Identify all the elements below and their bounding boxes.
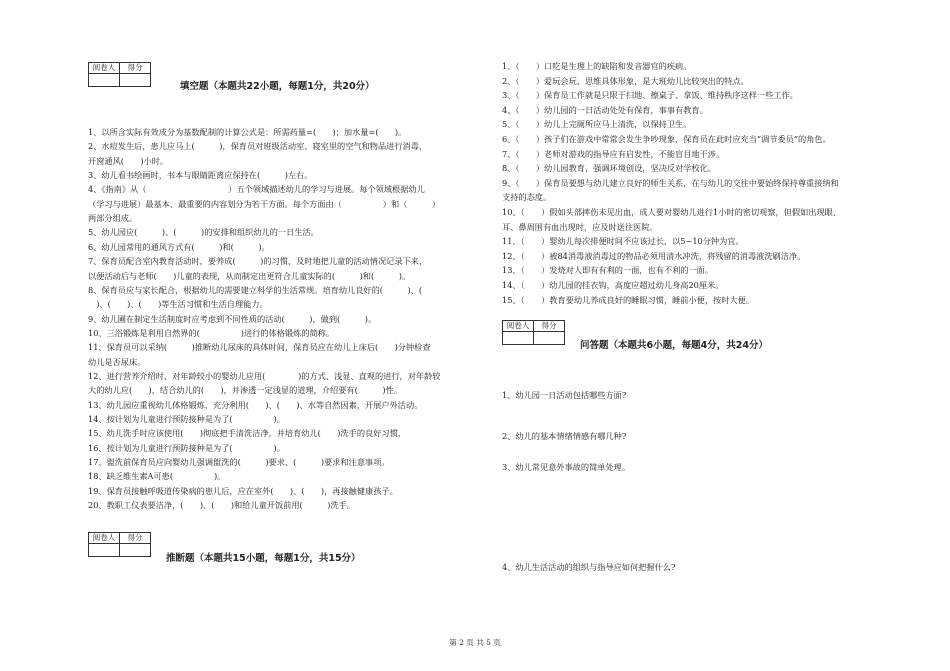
section1-line: 11、保育员可以采纳( )推断幼儿尿床的具体时间，保育员应在幼儿上床后( )分钟检查 [88, 342, 431, 353]
reviewer-label: 阅卷人 [503, 321, 534, 332]
section2-line: 2、（ ）爱玩会玩、思维具体形象，是大班幼儿比较突出的特点。 [502, 75, 749, 86]
section1-line: 13、幼儿园应重视幼儿体格锻炼，充分利用( )、( )、水等自然因素，开展户外活动。 [88, 399, 423, 410]
section1-line: 14、按计划为儿童进行预防接种是为了( )。 [88, 414, 285, 424]
section2-line: 15、（ ）教育要幼儿养成良好的睡眠习惯，睡前小便，按时大便。 [502, 294, 754, 305]
section1-line: 5、幼儿园应( )、( )的安排和组织幼儿的一日生活。 [88, 227, 319, 238]
section2-line: 7、（ ）老师对游戏的指导应有启发性，不能盲目地干涉。 [502, 148, 725, 159]
question-4: 4、幼儿生活活动的组织与指导应如何把握什么? [502, 562, 676, 572]
section2-line: 10、（ ）假如头部摔伤未见出血，成人要对婴幼儿进行1小时的密切观察，但假如出现眼、 [502, 207, 842, 217]
section2-line: 1、（ ）口吃是生理上的缺陷和发音器官的疾病。 [502, 61, 692, 71]
section1-line: 幼儿是否尿床。 [88, 356, 146, 367]
question-3: 3、幼儿常见意外事故的简单处理。 [502, 462, 631, 472]
section2-line: 11、（ ）婴幼儿每次排便时间不应该过长，以5~10分钟为宜。 [502, 236, 744, 247]
section2-line: 耳、鼻周围有血出现时，应及时送往医院。 [502, 221, 658, 232]
section2-line: 6、（ ）孩子们在游戏中常常会发生争吵现象，保育员在此时应充当“调节委员”的角色。 [502, 134, 831, 144]
score-cell[interactable] [534, 332, 565, 345]
section1-line: 2、水痘发生后，患儿应马上( )，保育员对班级活动室、寝室里的空气和物品进行消毒， [88, 141, 428, 152]
section1-line: 9、幼儿圃在制定生活制度时应考虑到不同性质的活动( )，做到( )。 [88, 313, 377, 324]
score-label: 得分 [120, 63, 151, 74]
section2-line: 9、（ ）保育员要想与幼儿建立良好的师生关系，在与幼儿的交往中要始终保持尊重接纳和 [502, 177, 839, 188]
score-label: 得分 [120, 533, 151, 544]
section2-line: 8、（ ）幼儿园教育，强调环境创设，坚决反对学校化。 [502, 163, 716, 174]
section2-line: 支持的态度。 [502, 192, 552, 203]
section3-title: 问答题（本题共6小题，每题4分，共24分） [580, 340, 768, 351]
section1-line: 16、按计划为儿童进行预防接种是为了( )。 [88, 442, 285, 453]
section1-line: 两部分组成。 [88, 213, 138, 224]
section2-title: 推断题（本题共15小题，每题1分，共15分） [166, 553, 361, 564]
reviewer-cell[interactable] [89, 544, 120, 557]
section1-line: 3、幼儿看书绘画时，书本与眼睛距离应保持在( )左右。 [88, 170, 313, 181]
section2-line: 13、（ ）发烧对人即有有利的一面，也有不利的一面。 [502, 265, 714, 276]
section2-line: 4、（ ）幼儿园的一日活动处处有保育，事事有教育。 [502, 104, 708, 115]
score-box-section3 [502, 320, 565, 345]
score-box-section1 [88, 62, 151, 87]
section1-line: 12、进行营养介绍时，对年龄较小的婴幼儿应用( )的方式、浅显、直观的进行，对年龄较 [88, 370, 441, 381]
section1-line: 6、幼儿园常用的通风方式有( )和( )。 [88, 241, 270, 252]
section1-line: 17、盥洗前保育员应向婴幼儿强调盥洗的( )要求、( )要求和注意事项。 [88, 457, 390, 468]
section2-line: 5、（ ）幼儿上完厕所应马上清洗，以保持卫生。 [502, 119, 692, 130]
section1-line: 15、幼儿洗手时应该使用( )彻底把手清洗洁净，并培育幼儿( )洗手的良好习惯， [88, 428, 406, 439]
section1-line: 8、保育员应与家长配合，根据幼儿的需要建立科学的生活常规。培育幼儿良好的( )、( [88, 284, 431, 295]
section1-line: 19、保育员接触呼吸道传染病的患儿后，应在室外( )、( )，再接触健康孩子。 [88, 485, 398, 496]
section1-line: 10、三浴锻炼是利用自然界的( )进行的体格锻炼的简称。 [88, 327, 335, 338]
section1-line: 4、《指南》从（ ）五个领域描述幼儿的学习与进展。每个领域根据幼儿 [88, 184, 425, 195]
section2-line: 14、（ ）幼儿园的挂衣钩，高度应超过幼儿身高20厘米。 [502, 280, 724, 290]
section2-line: 12、（ ）被84消毒液消毒过的物品必须用清水冲洗，将残留的消毒液洗刷洁净。 [502, 250, 806, 261]
section1-line: 20、教职工仪表要洁净，( )、( )和给儿童开饭前用( )洗手。 [88, 500, 356, 511]
score-label: 得分 [534, 321, 565, 332]
score-box-section2 [88, 532, 151, 557]
page-footer: 第 2 页 共 5 页 [449, 638, 501, 647]
score-cell[interactable] [120, 544, 151, 557]
question-1: 1、幼儿园一日活动包括哪些方面? [502, 390, 627, 400]
section1-line: 大的幼儿应( )，结合幼儿的( )，并渗透一定浅显的道理，介绍要有( )性。 [88, 385, 402, 396]
section2-line: 3、（ ）保育员工作就是只限于扫地、擦桌子、拿饭、维持秩序这样一些工作。 [502, 90, 798, 101]
score-cell[interactable] [120, 74, 151, 87]
section1-line: （学习与进展）最基本、最重要的内容划分为若干方面。每个方面由（ ）和（ ） [88, 198, 441, 209]
section1-line: 以便活动后与老师( )儿童的表现，从而制定出更符合儿童实际的( )和( )。 [88, 270, 411, 281]
section1-line: 1、以所含实际有效成分为基数配制的计算公式是：所需药量=( )；加水量=( )。 [88, 127, 407, 137]
section1-line: 7、保育员配合室内教育活动时，要养成( )的习惯，及时地把儿童的活动情况记录下来， [88, 256, 428, 267]
reviewer-label: 阅卷人 [89, 63, 120, 74]
reviewer-cell[interactable] [89, 74, 120, 87]
section1-line: 开窗通风( )小时。 [88, 155, 169, 166]
question-2: 2、幼儿的基本情绪情感有哪几种? [502, 431, 627, 441]
section1-title: 填空题（本题共22小题，每题1分，共20分） [180, 81, 375, 92]
reviewer-cell[interactable] [503, 332, 534, 345]
reviewer-label: 阅卷人 [89, 533, 120, 544]
section1-line: )、( )、( )等生活习惯和生活自理能力。 [88, 299, 268, 310]
section1-line: 18、缺乏维生素A可患( )。 [88, 471, 226, 482]
